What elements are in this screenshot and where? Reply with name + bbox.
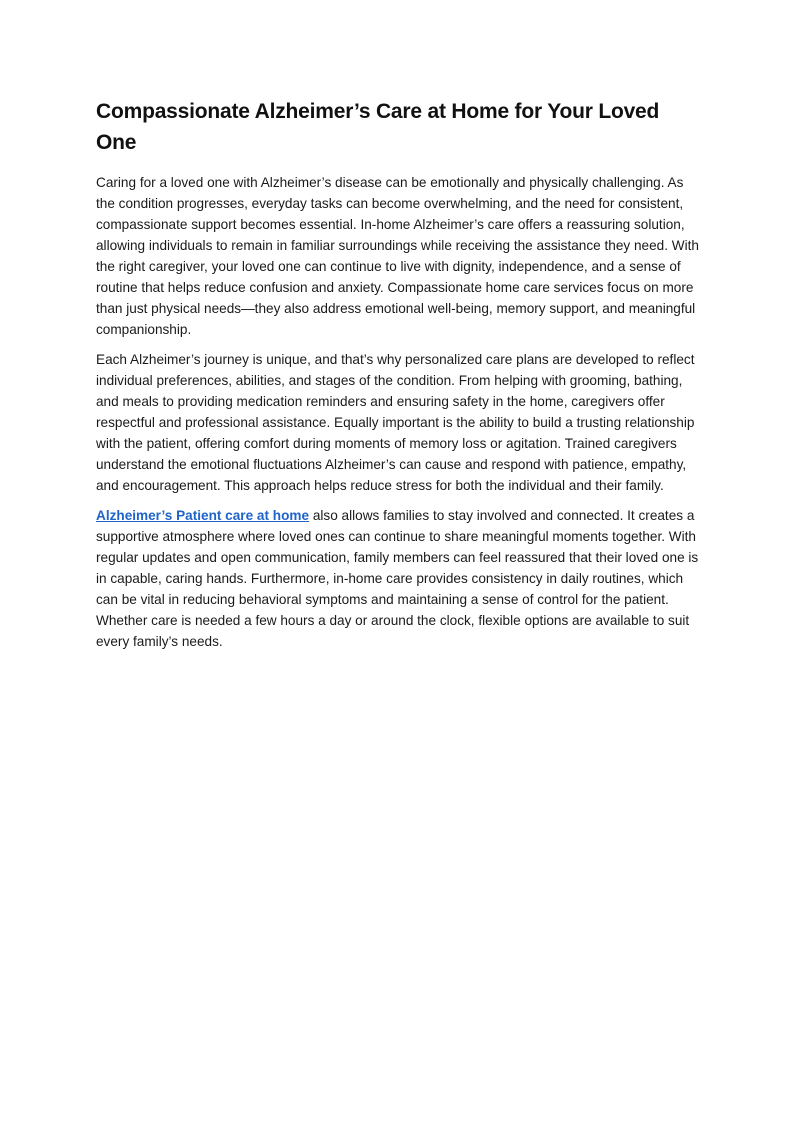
paragraph-family-text: also allows families to stay involved and connected. It creates a supportive atmosphere where loved ones can continue to share meaningful moments together. With regular updates and open communication, family members can feel reassured that their loved one is in capable, caring hands. Furthermore, in-home care provides consistency in daily routines, which can be vital in reducing behavioral symptoms and maintaining a sense of control for the patient. Whether care is needed a few hours a day or around the clock, flexible options are available to suit every family’s needs. — [96, 508, 699, 649]
paragraph-intro: Caring for a loved one with Alzheimer’s disease can be emotionally and physically challenging. As the condition progresses, everyday tasks can become overwhelming, and the need for consistent, compassionate support becomes essential. In-home Alzheimer’s care offers a reassuring solution, allowing individuals to remain in familiar surroundings while receiving the assistance they need. With the right caregiver, your loved one can continue to live with dignity, independence, and a sense of routine that helps reduce confusion and anxiety. Compassionate home care services focus on more than just physical needs—they also address emotional well-being, memory support, and meaningful companionship. — [96, 175, 699, 337]
paragraph-care-plans: Each Alzheimer’s journey is unique, and that’s why personalized care plans are developed to reflect individual preferences, abilities, and stages of the condition. From helping with grooming, bathing, and meals to providing medication reminders and ensuring safety in the home, caregivers offer respectful and professional assistance. Equally important is the ability to build a trusting relationship with the patient, offering comfort during moments of memory loss or agitation. Trained caregivers understand the emotional fluctuations Alzheimer’s can cause and respond with patience, empathy, and encouragement. This approach helps reduce stress for both the individual and their family. — [96, 352, 695, 493]
paragraph-family-involvement — [96, 505, 700, 652]
document-title: Compassionate Alzheimer’s Care at Home for Your Loved One — [96, 100, 660, 154]
document-body — [96, 96, 700, 661]
patient-care-link[interactable]: Alzheimer’s Patient care at home — [96, 508, 310, 523]
